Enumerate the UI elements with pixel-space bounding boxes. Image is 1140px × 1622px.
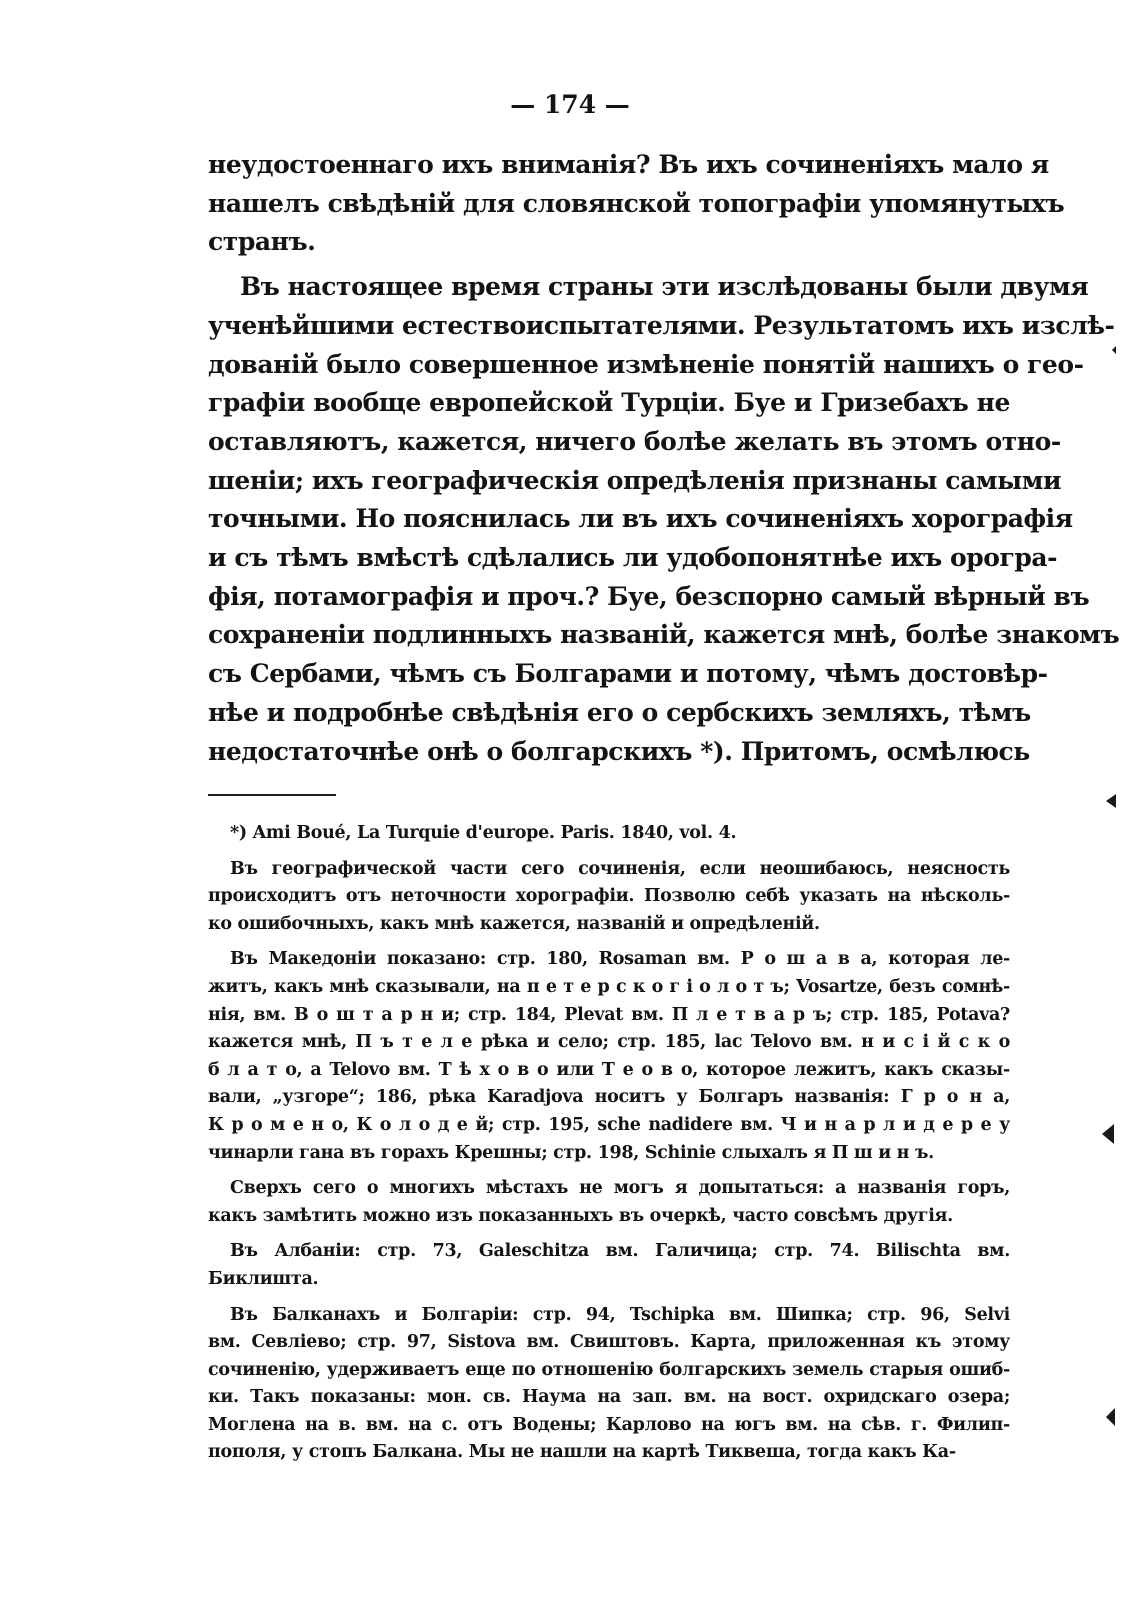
text-line: Въ настоящее время страны эти изслѣдованы были двумя xyxy=(240,272,1089,302)
footnote-paragraph xyxy=(208,1238,1010,1293)
footnote-line: ки. Такъ показаны: мон. св. Наума на зап. вм. на вост. охридскаго озера; xyxy=(208,1387,1010,1408)
footnote-paragraph xyxy=(208,1302,1010,1468)
text-line: шеніи; ихъ географическія опредѣленія признаны самыми xyxy=(208,465,1062,495)
footnote-line: Въ Албаніи: стр. 73, Galeschitza вм. Галичица; стр. 74. Bilischta вм. xyxy=(230,1241,1010,1262)
page-number: — 174 — xyxy=(510,90,630,119)
footnotes xyxy=(208,820,1010,1475)
text-line: ученѣйшими естествоиспытателями. Результатомъ ихъ изслѣ- xyxy=(208,310,1115,340)
text-line: нашелъ свѣдѣній для словянской топографіи упомянутыхъ xyxy=(208,188,1065,218)
footnote-line: Въ Македоніи показано: стр. 180, Rosaman вм. Р о ш а в а, которая ле- xyxy=(230,949,1010,970)
text-line: нѣе и подробнѣе свѣдѣнія его о сербскихъ земляхъ, тѣмъ xyxy=(208,697,1031,727)
footnote-line: Въ географической части сего сочиненія, если неошибаюсь, неясность xyxy=(230,858,1010,879)
main-text xyxy=(208,146,1120,771)
text-line: оставляютъ, кажется, ничего болѣе желать въ этомъ отно- xyxy=(208,426,1061,456)
text-line: недостаточнѣе онѣ о болгарскихъ *). Притомъ, осмѣлюсь xyxy=(208,736,1030,766)
footnote-line: Сверхъ сего о многихъ мѣстахъ не могъ я допытаться: а названія горъ, xyxy=(230,1178,1010,1199)
text-line: съ Сербами, чѣмъ съ Болгарами и потому, чѣмъ достовѣр- xyxy=(208,659,1048,689)
footnote-line: *) Ami Boué, La Turquie d'europe. Paris. 1840, vol. 4. xyxy=(230,823,737,843)
footnote-paragraph xyxy=(208,1175,1010,1230)
paragraph-main xyxy=(208,268,1120,771)
footnote-line: К р о м е н о, К о л о д е й; стр. 195, sche nadidere вм. Ч и н а р л и д е р е у xyxy=(208,1114,1010,1135)
footnote-paragraph xyxy=(208,946,1010,1167)
footnote-line: нія, вм. В о ш т а р н и; стр. 184, Plevat вм. П л е т в а р ъ; стр. 185, Potava? xyxy=(208,1004,1010,1025)
text-line: странъ. xyxy=(208,227,316,257)
margin-scan-mark xyxy=(1102,1124,1114,1144)
margin-scan-mark xyxy=(1106,794,1116,808)
footnote-line: кажется мнѣ, П ъ т е л е рѣка и село; стр. 185, lac Telovo вм. н и с і й с к о xyxy=(208,1032,1010,1053)
text-line: и съ тѣмъ вмѣстѣ сдѣлались ли удобопонятнѣе ихъ орогра- xyxy=(208,543,1058,573)
footnote-line: пополя, у стопъ Балкана. Мы не нашли на картѣ Тиквеша, тогда какъ Ка- xyxy=(208,1442,956,1463)
footnote-line: вм. Севліево; стр. 97, Sistova вм. Свиштовъ. Карта, приложенная къ этому xyxy=(208,1332,1010,1353)
footnote-line: б л а т о, а Telovo вм. Т ѣ х о в о или Т е о в о, которое лежитъ, какъ сказы- xyxy=(208,1059,1010,1080)
text-line: фія, потамографія и проч.? Буе, безспорно самый вѣрный въ xyxy=(208,581,1090,611)
text-line: графіи вообще европейской Турціи. Буе и Гризебахъ не xyxy=(208,388,1010,418)
footnote-line: ко ошибочныхъ, какъ мнѣ кажется, названій и опредѣленій. xyxy=(208,913,820,934)
text-line: дованій было совершенное измѣненіе понятій нашихъ о гео- xyxy=(208,349,1084,379)
footnote-line: вали, „узгоре“; 186, рѣка Karadjova носитъ у Болгаръ названія: Г р о н а, xyxy=(208,1087,1010,1108)
footnote-line: житъ, какъ мнѣ сказывали, на п е т е р с к о г і о л о т ъ; Vosartze, безъ сомнѣ- xyxy=(208,976,1010,997)
footnote-citation xyxy=(208,820,1010,848)
margin-scan-mark xyxy=(1112,346,1116,354)
footnote-line: Биклишта. xyxy=(208,1268,319,1289)
footnote-line: какъ замѣтить можно изъ показанныхъ въ очеркѣ, часто совсѣмъ другія. xyxy=(208,1205,953,1226)
margin-scan-mark xyxy=(1106,1408,1115,1426)
text-line: сохраненіи подлинныхъ названій, кажется мнѣ, болѣе знакомъ xyxy=(208,620,1120,650)
footnote-line: Въ Балканахъ и Болгаріи: стр. 94, Tschipka вм. Шипка; стр. 96, Selvi xyxy=(230,1304,1010,1325)
text-line: неудостоеннаго ихъ вниманія? Въ ихъ сочиненіяхъ мало я xyxy=(208,150,1049,179)
footnote-line: сочиненію, удерживаетъ еще по отношенію болгарскихъ земель старыя ошиб- xyxy=(208,1359,1010,1380)
footnote-paragraph xyxy=(208,856,1010,939)
footnote-line: происходитъ отъ неточности хорографіи. Позволю себѣ указать на нѣсколь- xyxy=(208,886,1010,907)
paragraph-continuation xyxy=(208,146,1065,262)
footnote-separator xyxy=(208,794,336,796)
footnote-line: чинарли гана въ горахъ Крешны; стр. 198, Schinie слыхалъ я П ш и н ъ. xyxy=(208,1142,934,1163)
footnote-line: Моглена на в. вм. на с. отъ Водены; Карлово на югъ вм. на сѣв. г. Филип- xyxy=(208,1414,1010,1435)
text-line: точными. Но пояснилась ли въ ихъ сочиненіяхъ хорографія xyxy=(208,504,1073,534)
